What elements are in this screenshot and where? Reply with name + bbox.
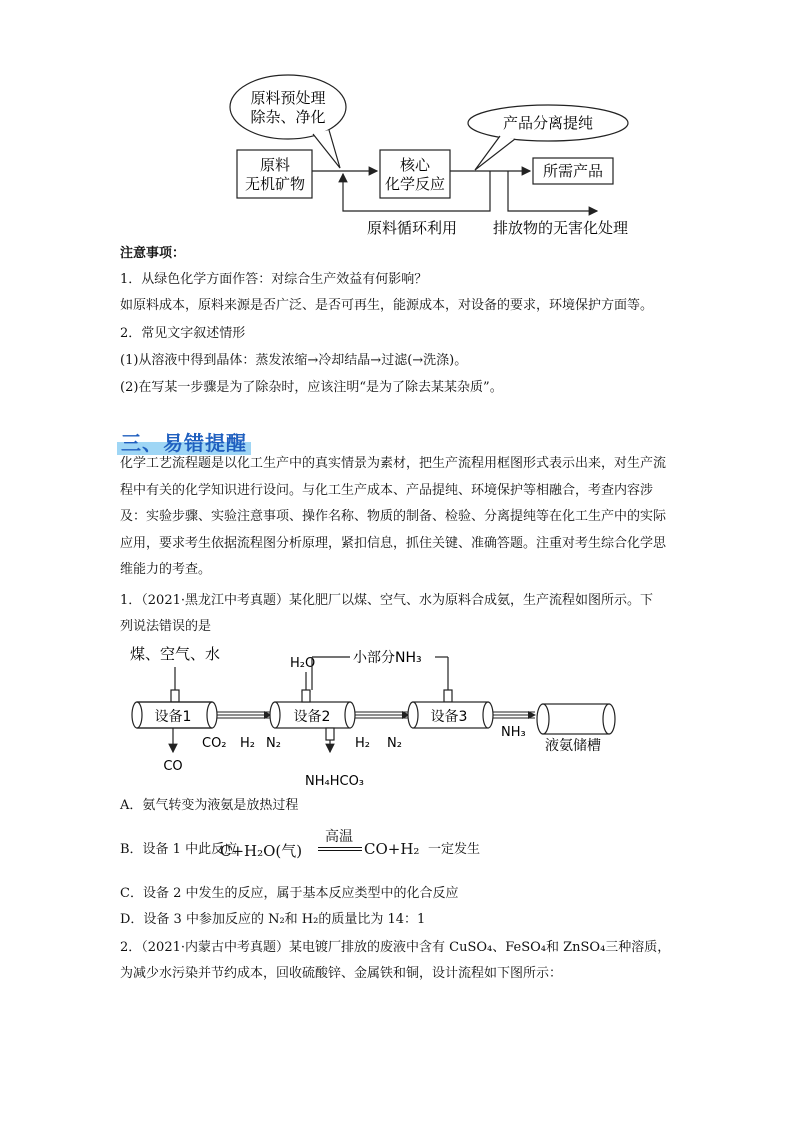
pretreatment-bubble — [230, 75, 346, 139]
notes-item1-title: 1．从绿色化学方面作答：对综合生产效益有何影响？ — [120, 272, 428, 287]
co-label: CO — [163, 759, 183, 774]
q1-option-b-eq-line-2 — [318, 850, 362, 851]
notes-item1-body: 如原料成本，原料来源是否广泛、是否可再生，能源成本，对设备的要求，环境保护方面等。 — [120, 298, 654, 313]
raw-material-text-1: 原料 — [259, 156, 291, 174]
q1-option-d: D．设备 3 中参加反应的 N₂和 H₂的质量比为 14：1 — [120, 912, 426, 927]
q1-option-b-eq-line-1 — [318, 847, 362, 848]
part-nh3-label: 小部分NH₃ — [353, 650, 422, 666]
flow23-n2: N₂ — [387, 736, 402, 751]
flow23-h2: H₂ — [355, 736, 370, 751]
recycle-label: 原料循环利用 — [367, 219, 458, 237]
notes-item2-a: (1)从溶液中得到晶体：蒸发浓缩→冷却结晶→过滤(→洗涤)。 — [120, 353, 468, 368]
device-2-label: 设备2 — [293, 709, 331, 725]
feed-label: 煤、空气、水 — [130, 645, 221, 663]
flow12-h2: H₂ — [240, 736, 255, 751]
waste-label: 排放物的无害化处理 — [493, 219, 629, 237]
ammonia-process-diagram — [125, 640, 625, 790]
separation-text: 产品分离提纯 — [502, 114, 594, 132]
q2-stem-line2: 为减少水污染并节约成本，回收硫酸锌、金属铁和铜，设计流程如下图所示： — [120, 966, 563, 981]
notes-title: 注意事项： — [120, 246, 186, 261]
nh4hco3-label: NH₄HCO₃ — [305, 774, 365, 789]
liquid-ammonia-tank — [537, 704, 615, 734]
device-3-label: 设备3 — [430, 709, 468, 725]
process-overview-diagram — [225, 70, 645, 245]
q1-option-b-left: C+H₂O(气) — [220, 842, 303, 860]
flow12-co2: CO₂ — [202, 736, 227, 751]
device-1-label: 设备1 — [154, 709, 192, 725]
notes-item2-title: 2．常见文字叙述情形 — [120, 326, 246, 341]
q1-option-b-prefix: B．设备 1 中此反应 — [120, 842, 238, 857]
q1-option-c: C．设备 2 中发生的反应，属于基本反应类型中的化合反应 — [120, 886, 459, 901]
pretreatment-text-2: 除杂、净化 — [250, 108, 326, 126]
notes-item2-b: (2)在写某一步骤是为了除杂时，应该注明“是为了除去某某杂质”。 — [120, 380, 503, 395]
q2-stem-line1: 2．（2021·内蒙古中考真题）某电镀厂排放的废液中含有 CuSO₄、FeSO₄和 ZnSO₄三种溶质， — [120, 940, 671, 955]
q1-option-b-condition: 高温 — [325, 829, 353, 845]
product-text: 所需产品 — [542, 162, 604, 180]
raw-material-text-2: 无机矿物 — [244, 175, 306, 193]
q1-stem-line1: 1．（2021·黑龙江中考真题）某化肥厂以煤、空气、水为原料合成氨，生产流程如图所示。下 — [120, 593, 653, 608]
section-heading: 三、易错提醒 — [117, 427, 251, 456]
tank-label: 液氨储槽 — [545, 738, 601, 754]
core-reaction-text-1: 核心 — [399, 156, 431, 174]
pretreatment-bubble-tail — [313, 130, 340, 168]
pretreatment-text-1: 原料预处理 — [250, 89, 326, 107]
q1-stem-line2: 列说法错误的是 — [120, 619, 212, 634]
q1-option-b-suffix: 一定发生 — [428, 842, 481, 857]
q1-option-a: A．氨气转变为液氨是放热过程 — [120, 798, 299, 813]
q1-option-b-right: CO+H₂ — [364, 840, 420, 858]
q1-option-b — [120, 829, 540, 862]
nh3-label: NH₃ — [501, 725, 526, 740]
flow12-n2: N₂ — [266, 736, 281, 751]
section-intro: 化学工艺流程题是以化工生产中的真实情景为素材，把生产流程用框图形式表示出来，对生产流 程中有关的化学知识进行设问。与化工生产成本、产品提纯、环境保护等相融合，考查内容涉 及：实验步骤、实验注意事项、操作名称、物质的制备、检验、分离提纯等在化工生产中的实际 应用，要求考生依据流程图分析原理，紧扣信息，抓住关键、准确答题。注重对考生综合化学思 维能力的考查。 — [120, 456, 667, 577]
h2o-label: H₂O — [290, 656, 316, 671]
core-reaction-text-2: 化学反应 — [384, 175, 446, 193]
